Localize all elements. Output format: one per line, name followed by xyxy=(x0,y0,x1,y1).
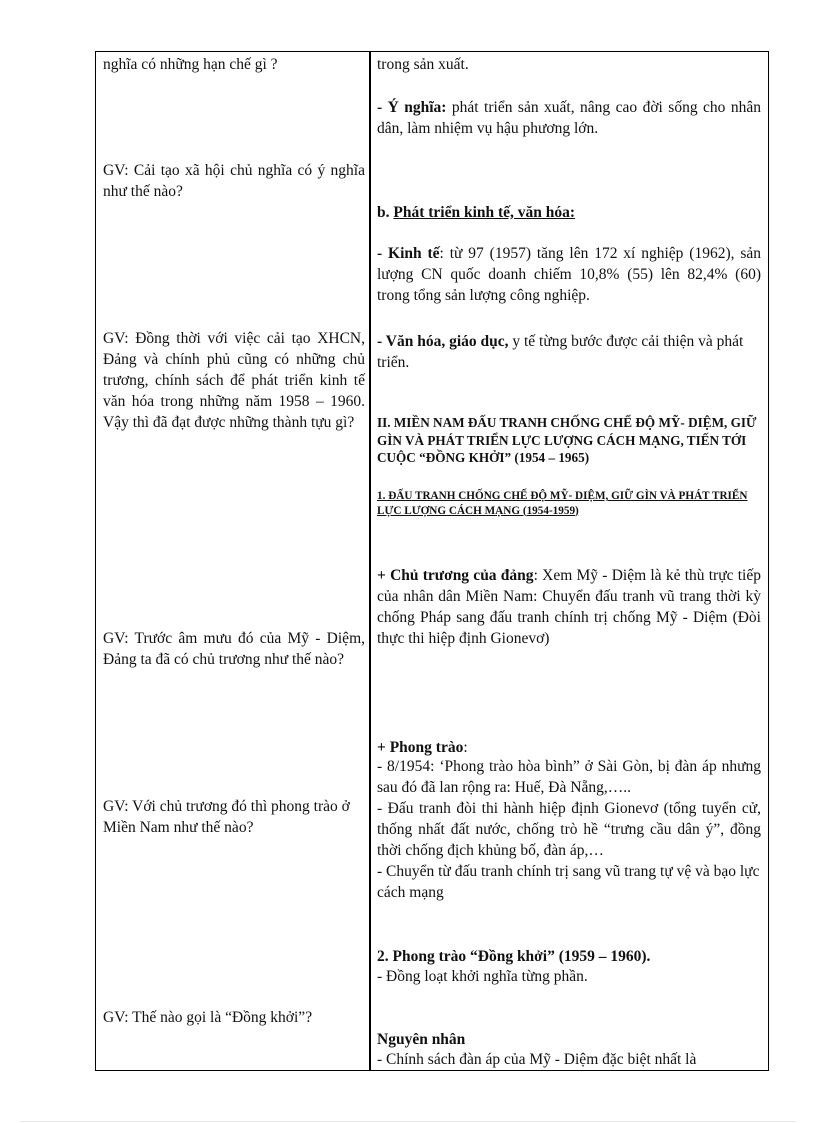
question-dong-khoi: GV: Thế nào gọi là “Đồng khởi”? xyxy=(103,1009,313,1026)
movement-geneva-struggle: - Đấu tranh đòi thi hành hiệp định Gionevơ (tổng tuyển cử, thống nhất đất nước, chống trò hề “trưng cầu dân ý”, đồng thời chống địch khủng bố, đàn áp,… xyxy=(377,800,761,859)
heading-b-title: Phát triển kinh tế, văn hóa: xyxy=(393,204,576,221)
significance-text: phát triển sản xuất, nâng cao đời sống cho nhân dân, làm nhiệm vụ hậu phương lớn. xyxy=(377,99,761,137)
question-party-policy: GV: Trước âm mưu đó của Mỹ - Diệm, Đảng ta đã có chủ trương như thế nào? xyxy=(103,630,365,668)
question-limits-cont: nghĩa có những hạn chế gì ? xyxy=(103,56,278,73)
answer-economy xyxy=(377,243,761,306)
section-ii-heading: II. MIỀN NAM ĐẤU TRANH CHỐNG CHẾ ĐỘ MỸ- DIỆM, GIỮ GÌN VÀ PHÁT TRIỂN LỰC LƯỢNG CÁCH MẠNG, TIẾN TỚI CUỘC “ĐỒNG KHỞI” (1954 – 1965) xyxy=(377,415,757,465)
movement-colon: : xyxy=(463,739,468,756)
movement-heading xyxy=(377,737,761,758)
question-socialist-reform: GV: Cải tạo xã hội chủ nghĩa có ý nghĩa như thế nào? xyxy=(103,162,365,200)
column-divider xyxy=(369,52,371,1070)
subsection-1-heading: 1. ĐẤU TRANH CHỐNG CHẾ ĐỘ MỸ- DIỆM, GIỮ GÌN VÀ PHÁT TRIỂN LỰC LƯỢNG CÁCH MẠNG (1954-1959) xyxy=(377,490,748,517)
answer-culture-education xyxy=(377,331,761,373)
answer-production-cont: trong sản xuất. xyxy=(377,56,469,73)
heading-b-prefix: b. xyxy=(377,204,394,221)
culture-text: y tế từng bước được cải thiện và phát triển. xyxy=(377,333,744,371)
movement-peace-1954: - 8/1954: ‘Phong trào hòa bình” ở Sài Gòn, bị đàn áp nhưng sau đó đã lan rộng ra: Huế, Đà Nẵng,….. xyxy=(377,758,761,796)
subsection-2-heading: 2. Phong trào “Đồng khởi” (1959 – 1960). xyxy=(377,948,651,965)
causes-text: - Chính sách đàn áp của Mỹ - Diệm đặc biệt nhất là xyxy=(377,1051,697,1068)
movement-armed-transition: - Chuyển từ đấu tranh chính trị sang vũ trang tự vệ và bạo lực cách mạng xyxy=(377,863,760,901)
heading-economy-culture xyxy=(377,202,761,223)
significance-label: - Ý nghĩa: xyxy=(377,99,447,116)
party-policy-text: : Xem Mỹ - Diệm là kẻ thù trực tiếp của nhân dân Miền Nam: Chuyển đấu tranh vũ trang thời kỳ chống Pháp sang đấu tranh chính trị chống Mỹ - Diệm (Đòi thực thi hiệp định Gionevơ) xyxy=(377,567,761,647)
answer-significance xyxy=(377,97,761,139)
economy-label: - Kinh tế xyxy=(377,245,440,262)
culture-label: - Văn hóa, giáo dục, xyxy=(377,333,509,350)
economy-text: : từ 97 (1957) tăng lên 172 xí nghiệp (1962), sản lượng CN quốc doanh chiếm 10,8% (55) lên 82,4% (60) trong tổng sản lượng công nghiệp. xyxy=(377,245,762,304)
lesson-table xyxy=(95,51,769,1071)
movement-label: + Phong trào xyxy=(377,739,464,756)
question-economic-achievements: GV: Đồng thời với việc cải tạo XHCN, Đảng và chính phủ cũng có những chủ trương, chính sách để phát triển kinh tế văn hóa trong những năm 1958 – 1960. Vậy thì đã đạt được những thành tựu gì? xyxy=(103,330,365,431)
dong-khoi-definition: - Đồng loạt khởi nghĩa từng phần. xyxy=(377,968,588,985)
causes-heading: Nguyên nhân xyxy=(377,1031,466,1048)
party-policy-answer xyxy=(377,565,761,649)
question-southern-movement: GV: Với chủ trương đó thì phong trào ở Miền Nam như thế nào? xyxy=(103,798,350,836)
page-bottom-rule xyxy=(20,1121,796,1122)
party-policy-label: + Chủ trương của đảng xyxy=(377,567,534,584)
